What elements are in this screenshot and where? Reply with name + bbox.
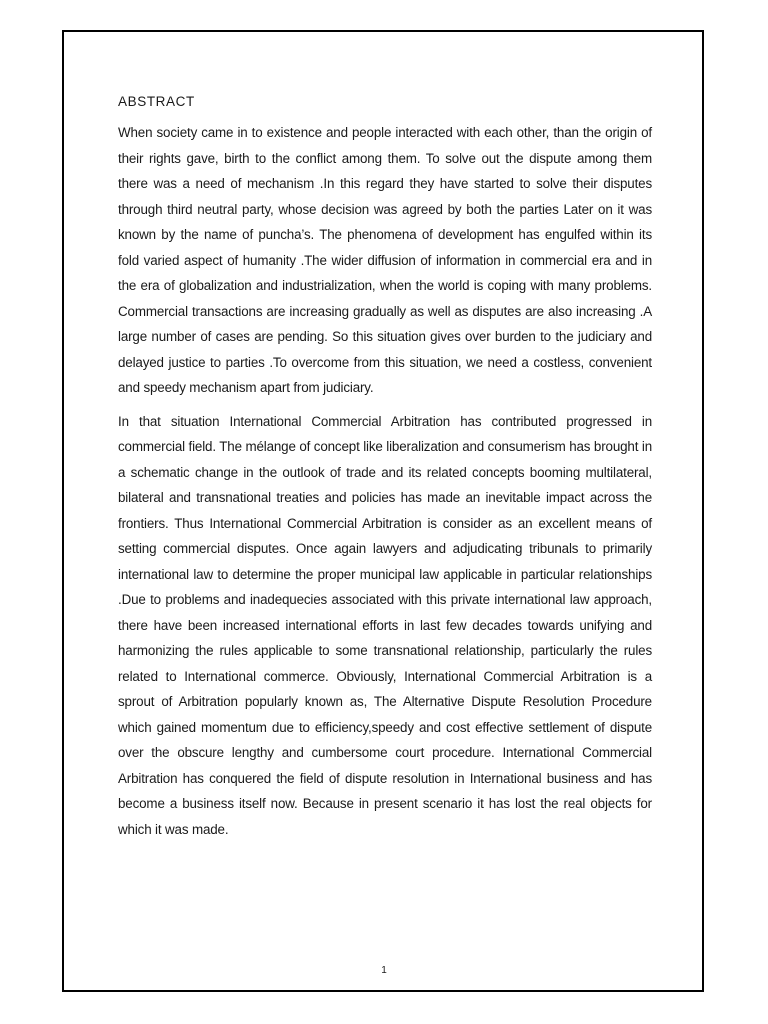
paragraph-2: In that situation International Commercial Arbitration has contributed progressed in commercial field. The mélange of concept like liberalization and consumerism has brought in a schematic change in the outlook of trade and its related concepts booming multilateral, bilateral and transnational treaties and policies has made an inevitable impact across the frontiers. Thus International Commercial Arbitration is consider as an excellent means of setting commercial disputes. Once again lawyers and adjudicating tribunals to primarily international law to determine the proper municipal law applicable in particular relationships .Due to problems and inadequecies associated with this private international law approach, there have been increased international efforts in last few decades towards unifying and harmonizing the rules applicable to some transnational relationship, particularly the rules related to International commerce. Obviously, International Commercial Arbitration is a sprout of Arbitration popularly known as, The Alternative Dispute Resolution Procedure which gained momentum due to efficiency,speedy and cost effective settlement of dispute over the obscure lengthy and cumbersome court procedure. International Commercial Arbitration has conquered the field of dispute resolution in International business and has become a business itself now. Because in present scenario it has lost the real objects for which it was made.: [118, 413, 652, 837]
document-body: [118, 92, 652, 850]
paragraph-1: When society came in to existence and people interacted with each other, than the origin of their rights gave, birth to the conflict among them. To solve out the dispute among them there was a need of mechanism .In this regard they have started to solve their disputes through third neutral party, whose decision was agreed by both the parties Later on it was known by the name of puncha’s. The phenomena of development has engulfed within its fold varied aspect of humanity .The wider diffusion of information in commercial era and in the era of globalization and industrialization, when the world is coping with many problems. Commercial transactions are increasing gradually as well as disputes are also increasing .A large number of cases are pending. So this situation gives over burden to the judiciary and delayed justice to parties .To overcome from this situation, we need a costless, convenient and speedy mechanism apart from judiciary.: [118, 125, 652, 395]
abstract-heading: ABSTRACT: [118, 94, 195, 109]
page-number: 1: [381, 965, 387, 976]
